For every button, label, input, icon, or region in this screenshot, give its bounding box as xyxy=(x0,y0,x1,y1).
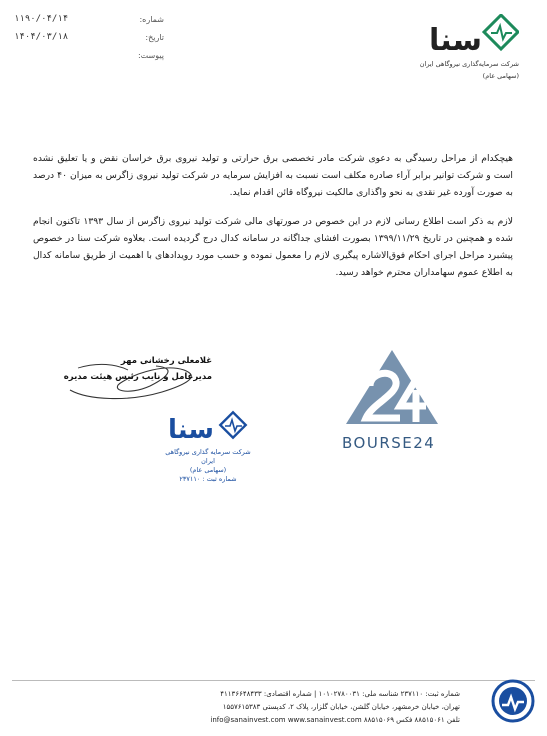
letter-date-label: تاریخ: xyxy=(145,32,164,42)
letter-attachment-row xyxy=(14,46,164,64)
sana-logo-icon xyxy=(423,14,519,58)
brand-logo xyxy=(419,14,519,82)
letter-date-row xyxy=(14,28,164,46)
brand-subtitle: شرکت سرمایه‌گذاری نیروگاهی ایران xyxy=(419,60,519,68)
footer-brand-icon xyxy=(490,678,536,724)
letter-footer xyxy=(20,688,460,727)
stamp-type: (سهامی عام) xyxy=(189,466,227,475)
brand-type: (سهامی عام) xyxy=(482,71,519,80)
letter-number-row xyxy=(14,10,164,28)
footer-contact: تلفن ۸۸۵۱۵۰۶۱ فکس ۸۸۵۱۵۰۶۹ info@sanainvest.com www.sanainvest.com xyxy=(210,716,460,724)
body-paragraph-1: هیچکدام از مراحل رسیدگی به دعوی شرکت مادر تخصصی برق حرارتی و تولید نیروی برق خراسان نقض و یا تعلیق نشده است و شرکت توانیر برابر آراء صادره مکلف است نسبت به افزایش سرمایه در شرکت تولید نیروی زاگرس به میزان ۴۰ درصد به صورت آورده غیر نقدی به نحو واگذاری مالکیت نیروگاه قائن اقدام نماید. xyxy=(33,153,513,198)
brand-name: سنا xyxy=(429,23,483,58)
signature-block xyxy=(62,356,212,382)
body-paragraph-2: لازم به ذکر است اطلاع رسانی لازم در این خصوص در صورتهای مالی شرکت تولید نیروی زاگرس از سال ۱۳۹۳ تاکنون انجام شده و همچنین در تاریخ ۱۳۹۹/۱۱/۲۹ بصورت افشای جداگانه در سامانه کدال درج گردیده است. بعلاوه شرکت سنا در خصوص پیشبرد مراحل اجرای احکام فوق‌الاشاره پیگیری لازم را معمول نموده و حسب مورد رویدادهای با اهمیت از طریق سامانه کدال به اطلاع عموم سهامداران محترم خواهد رسید. xyxy=(33,216,513,278)
bourse24-logo-icon xyxy=(342,346,442,428)
signer-name: غلامعلی رخشانی مهر xyxy=(120,356,212,366)
watermark-text: BOURSE24 xyxy=(342,434,436,452)
company-stamp xyxy=(158,410,258,484)
letter-body xyxy=(33,150,513,293)
letter-attachment-label: پیوست: xyxy=(137,50,164,60)
stamp-reg: شماره ثبت : ۲۳۷۱۱۰ xyxy=(179,475,237,484)
stamp-subtitle: شرکت سرمایه گذاری نیروگاهی ایران xyxy=(165,448,251,466)
footer-registration: شماره ثبت: ۲۳۷۱۱۰ شناسه ملی: ۱۰۱۰۲۷۸۰۰۳۱ | شماره اقتصادی: ۴۱۱۳۶۶۴۸۴۳۳ xyxy=(220,690,460,698)
footer-address: تهران، خیابان خرمشهر، خیابان گلشن، خیابان گلزار، پلاک ۲، کدپستی ۱۵۵۷۶۱۵۳۸۳ xyxy=(222,703,460,711)
stamp-name: سنا xyxy=(168,415,214,444)
stamp-logo-icon xyxy=(166,410,250,444)
bourse24-watermark xyxy=(342,346,452,452)
letter-meta xyxy=(14,10,164,64)
footer-divider xyxy=(12,680,535,681)
letter-number-label: شماره: xyxy=(139,14,164,24)
letter-date: ۱۴۰۴/۰۳/۱۸ xyxy=(14,32,69,42)
letter-number: ۱۱۹۰/۰۴/۱۴ xyxy=(14,14,69,24)
signer-title: مدیرعامل و نایب رئیس هیئت مدیره xyxy=(63,372,212,382)
